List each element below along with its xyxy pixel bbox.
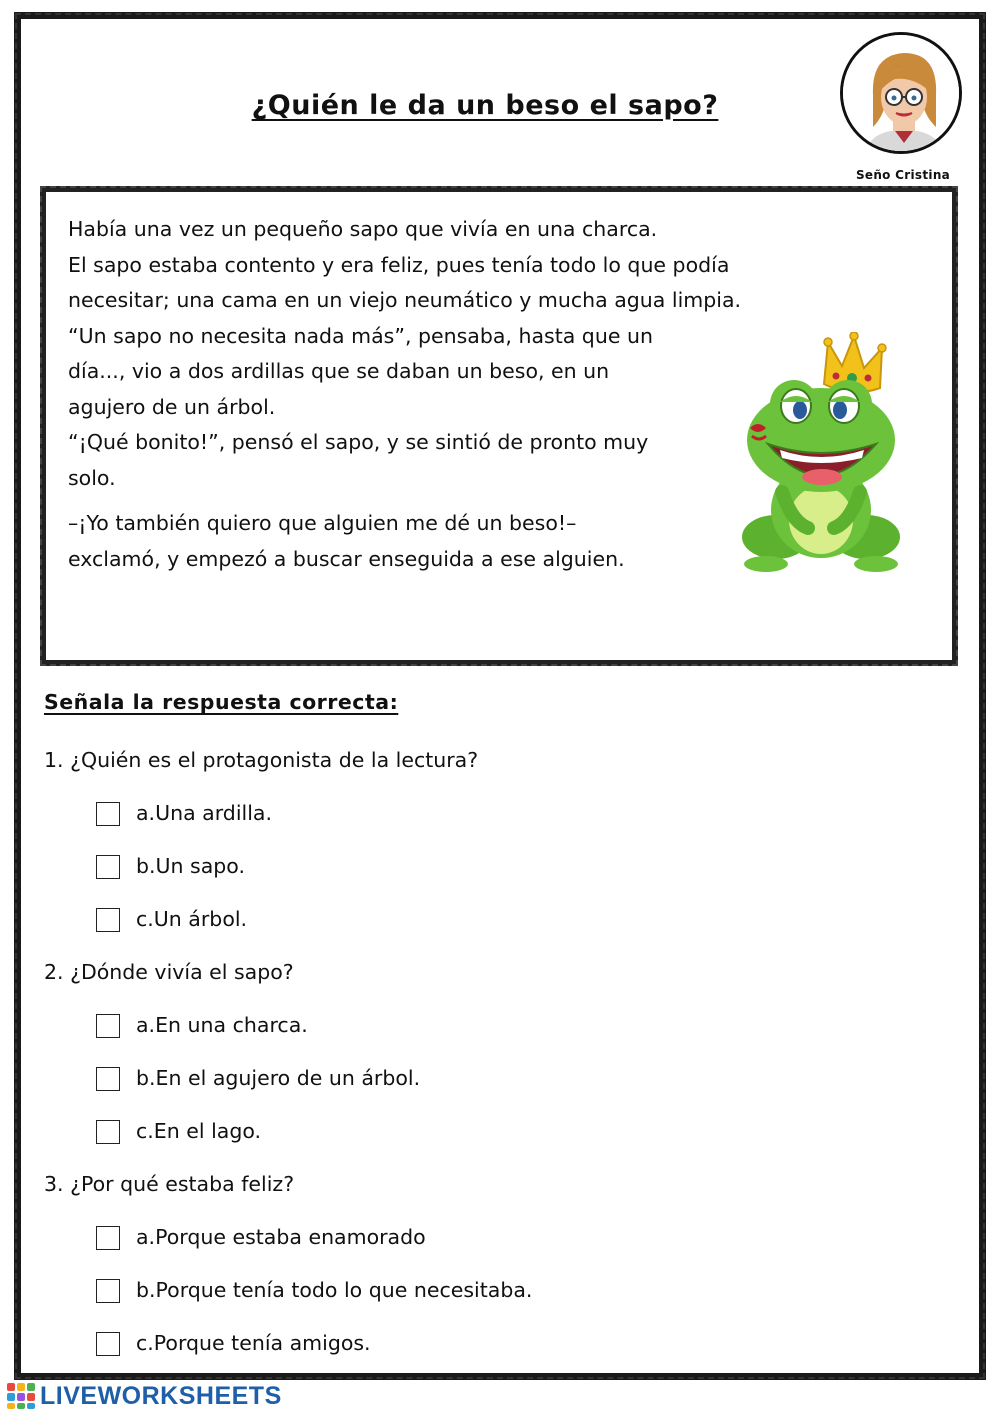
option-3c[interactable]	[44, 1325, 944, 1378]
story-text	[68, 212, 848, 577]
liveworksheets-brand	[6, 1381, 282, 1411]
option-2b[interactable]	[44, 1060, 944, 1113]
story-line: “¡Qué bonito!”, pensó el sapo, y se sintió de pronto muy	[68, 430, 649, 454]
option-2c[interactable]	[44, 1113, 944, 1166]
story-line: agujero de un árbol.	[68, 394, 276, 419]
question-3	[44, 1166, 944, 1219]
option-text: Porque tenía amigos.	[153, 1331, 371, 1355]
story-box	[40, 186, 958, 666]
answer-checkbox[interactable]	[96, 802, 120, 826]
story-line: Había una vez un pequeño sapo que vivía en una charca.	[68, 217, 658, 241]
option-text: Porque tenía todo lo que necesitaba.	[155, 1278, 533, 1302]
story-line: –¡Yo también quiero que alguien me dé un beso!–	[68, 511, 577, 535]
answer-checkbox[interactable]	[96, 1279, 120, 1303]
answer-checkbox[interactable]	[96, 1014, 120, 1038]
option-letter: c.	[136, 1331, 154, 1355]
option-text: Un sapo.	[155, 854, 245, 878]
option-1a[interactable]	[44, 795, 944, 848]
option-text: Porque estaba enamorado	[155, 1225, 426, 1249]
question-number: 1.	[44, 748, 64, 772]
question-number: 2.	[44, 960, 64, 984]
option-3a[interactable]	[44, 1219, 944, 1272]
option-text: En una charca.	[155, 1013, 308, 1037]
story-line: “Un sapo no necesita nada más”, pensaba, hasta que un	[68, 323, 653, 348]
option-letter: a.	[136, 1013, 156, 1037]
teacher-avatar	[840, 32, 966, 182]
question-number: 3.	[44, 1172, 64, 1196]
option-text: Un árbol.	[153, 907, 248, 931]
liveworksheets-logo-icon	[6, 1382, 36, 1410]
story-line: solo.	[68, 465, 116, 490]
option-3b[interactable]	[44, 1272, 944, 1325]
question-text: ¿Dónde vivía el sapo?	[70, 960, 294, 984]
option-letter: a.	[136, 1225, 156, 1249]
answer-checkbox[interactable]	[96, 1120, 120, 1144]
answer-checkbox[interactable]	[96, 1067, 120, 1091]
option-letter: b.	[136, 854, 156, 878]
question-text: ¿Quién es el protagonista de la lectura?	[70, 748, 479, 772]
avatar-portrait	[840, 32, 962, 154]
option-1c[interactable]	[44, 901, 944, 954]
story-line: El sapo estaba contento y era feliz, pues tenía todo lo que podía	[68, 252, 730, 277]
option-text: En el lago.	[153, 1119, 262, 1143]
option-1b[interactable]	[44, 848, 944, 901]
instruction-heading: Señala la respuesta correcta:	[44, 690, 399, 714]
avatar-caption: Seño Cristina	[855, 168, 951, 182]
option-letter: b.	[136, 1066, 156, 1090]
worksheet-title: ¿Quién le da un beso el sapo?	[251, 90, 719, 121]
story-line: necesitar; una cama en un viejo neumático y mucha agua limpia.	[68, 288, 742, 312]
question-text: ¿Por qué estaba feliz?	[70, 1172, 295, 1196]
option-letter: c.	[136, 907, 154, 931]
story-line: día..., vio a dos ardillas que se daban un beso, en un	[68, 359, 610, 383]
option-letter: c.	[136, 1119, 154, 1143]
question-2	[44, 954, 944, 1007]
brand-text: LIVEWORKSHEETS	[40, 1381, 282, 1410]
option-2a[interactable]	[44, 1007, 944, 1060]
question-1	[44, 742, 944, 795]
option-text: Una ardilla.	[155, 801, 272, 825]
answer-checkbox[interactable]	[96, 1332, 120, 1356]
quiz	[44, 742, 944, 1378]
option-letter: b.	[136, 1278, 156, 1302]
teacher-face-icon	[843, 35, 962, 154]
answer-checkbox[interactable]	[96, 1226, 120, 1250]
option-letter: a.	[136, 801, 156, 825]
answer-checkbox[interactable]	[96, 908, 120, 932]
story-line: exclamó, y empezó a buscar enseguida a ese alguien.	[68, 546, 625, 571]
frog-prince-icon	[736, 332, 906, 577]
option-text: En el agujero de un árbol.	[155, 1066, 421, 1090]
answer-checkbox[interactable]	[96, 855, 120, 879]
